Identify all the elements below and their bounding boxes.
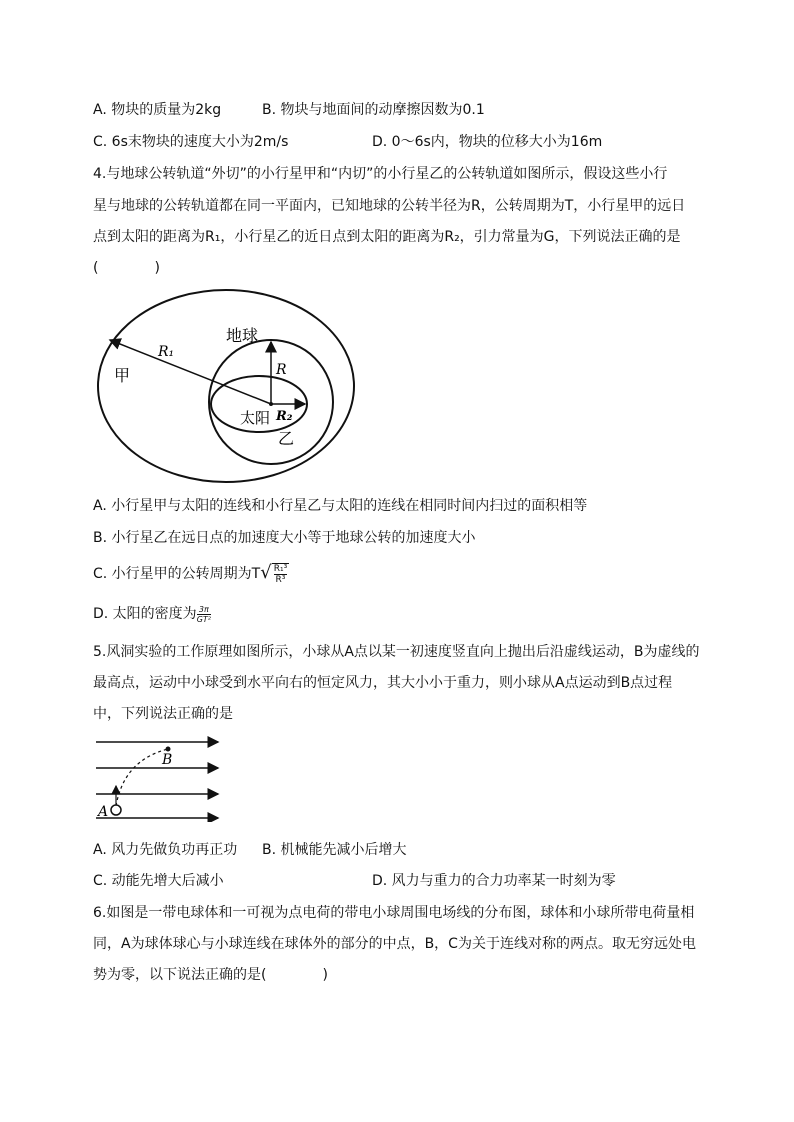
q4-stem-line-4: ( ) [93, 260, 160, 276]
q3-option-a: A. 物块的质量为2kg [93, 102, 222, 118]
q6-stem-line-1: 6.如图是一带电球体和一可视为点电荷的带电小球周围电场线的分布图，球体和小球所带电荷量相 [93, 905, 695, 921]
q4-option-d-text: D. 太阳的密度为 [93, 606, 197, 622]
r1-arrow [110, 340, 271, 404]
q5-stem-line-3: 中，下列说法正确的是 [93, 706, 233, 722]
q4-option-d-denominator: GT² [196, 614, 211, 624]
q4-option-d-numerator: 3π [197, 605, 211, 615]
q5-option-c: C. 动能先增大后减小 [93, 873, 224, 889]
label-r2: R₂ [276, 409, 293, 424]
q3-option-b: B. 物块与地面间的动摩擦因数为0.1 [262, 102, 485, 118]
q3-option-c: C. 6s末物块的速度大小为2m/s [93, 134, 289, 150]
label-earth: 地球 [226, 326, 259, 345]
label-sun: 太阳 [240, 409, 271, 427]
label-r1: R₁ [158, 344, 175, 360]
q4-option-c-numerator: R₁³ [273, 564, 288, 574]
label-jia: 甲 [114, 366, 131, 385]
q4-option-c-text: C. 小行星甲的公转周期为T [93, 566, 261, 582]
q4-stem-line-2: 星与地球的公转轨道都在同一平面内，已知地球的公转半径为R，公转周期为T，小行星甲的远日 [93, 198, 686, 214]
label-b: B [162, 752, 173, 768]
q3-option-d: D. 0～6s内，物块的位移大小为16m [372, 134, 603, 150]
q4-stem-line-1: 4.与地球公转轨道“外切”的小行星甲和“内切”的小行星乙的公转轨道如图所示，假设这些小行 [93, 166, 668, 182]
q4-option-c-denominator: R³ [275, 575, 286, 585]
q4-option-b: B. 小行星乙在远日点的加速度大小等于地球公转的加速度大小 [93, 530, 476, 546]
ball-a [111, 805, 121, 815]
q5-option-b: B. 机械能先减小后增大 [262, 842, 407, 858]
q5-option-a: A. 风力先做负功再正功 [93, 842, 238, 858]
point-b [166, 747, 171, 752]
label-r: R [276, 362, 287, 378]
label-a: A [98, 804, 109, 820]
q5-option-d: D. 风力与重力的合力功率某一时刻为零 [372, 873, 616, 889]
trajectory-dashed [116, 749, 168, 806]
q4-option-d [93, 604, 211, 624]
q5-stem-line-2: 最高点，运动中小球受到水平向右的恒定风力，其大小小于重力，则小球从A点运动到B点过程 [93, 675, 673, 691]
q4-option-d-fraction [197, 605, 211, 624]
q4-orbit-figure [96, 284, 358, 484]
q5-wind-tunnel-figure [94, 736, 224, 822]
q4-option-c [93, 563, 289, 585]
sqrt-sign: √ [260, 562, 272, 583]
q6-stem-line-2: 同，A为球体球心与小球连线在球体外的部分的中点，B，C为关于连线对称的两点。取无穷远处电 [93, 936, 696, 952]
q6-stem-line-3: 势为零，以下说法正确的是( ) [93, 967, 328, 983]
label-yi: 乙 [278, 429, 295, 448]
q5-stem-line-1: 5.风洞实验的工作原理如图所示，小球从A点以某一初速度竖直向上抛出后沿虚线运动，B为虚线的 [93, 644, 700, 660]
q4-option-c-fraction [272, 563, 289, 585]
q4-stem-line-3: 点到太阳的距离为R₁，小行星乙的近日点到太阳的距离为R₂，引力常量为G，下列说法正确的是 [93, 229, 681, 245]
q4-option-a: A. 小行星甲与太阳的连线和小行星乙与太阳的连线在相同时间内扫过的面积相等 [93, 498, 588, 514]
